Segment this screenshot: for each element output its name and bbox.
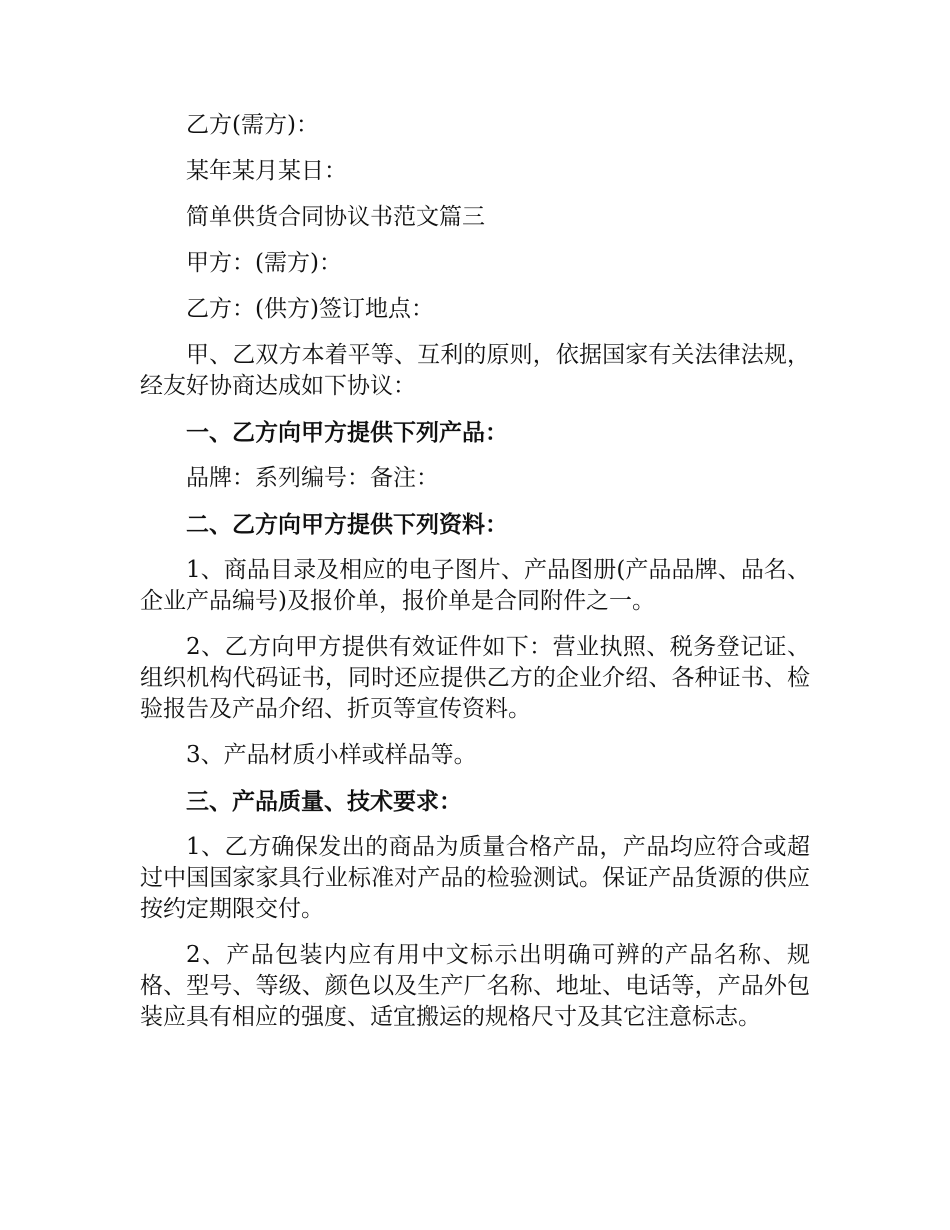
date-line: 某年某月某日： bbox=[186, 158, 347, 184]
product-fields-line: 品牌：系列编号：备注： bbox=[186, 465, 439, 491]
preamble-paragraph: 甲、乙双方本着平等、互利的原则，依据国家有关法律法规，经友好协商达成如下协议： bbox=[140, 342, 810, 399]
section-heading-quality: 三、产品质量、技术要求： bbox=[186, 788, 462, 815]
party-b-line: 乙方(需方)： bbox=[186, 112, 319, 138]
contract-title: 简单供货合同协议书范文篇三 bbox=[186, 204, 485, 230]
materials-item-3: 3、产品材质小样或样品等。 bbox=[186, 742, 477, 768]
party-a-line: 甲方：(需方)： bbox=[186, 250, 342, 276]
document-body bbox=[140, 110, 810, 1048]
materials-item-1: 1、商品目录及相应的电子图片、产品图册(产品品牌、品名、企业产品编号)及报价单，报价单是合同附件之一。 bbox=[140, 557, 810, 614]
section-heading-products: 一、乙方向甲方提供下列产品： bbox=[186, 419, 508, 446]
materials-item-2: 2、乙方向甲方提供有效证件如下：营业执照、税务登记证、组织机构代码证书，同时还应提供乙方的企业介绍、各种证书、检验报告及产品介绍、折页等宣传资料。 bbox=[140, 634, 810, 722]
section-heading-materials: 二、乙方向甲方提供下列资料： bbox=[186, 511, 508, 538]
quality-item-2: 2、产品包装内应有用中文标示出明确可辨的产品名称、规格、型号、等级、颜色以及生产厂名称、地址、电话等，产品外包装应具有相应的强度、适宜搬运的规格尺寸及其它注意标志。 bbox=[140, 942, 810, 1030]
party-b-location-line: 乙方：(供方)签订地点： bbox=[186, 296, 434, 322]
quality-item-1: 1、乙方确保发出的商品为质量合格产品，产品均应符合或超过中国国家家具行业标准对产品的检验测试。保证产品货源的供应按约定期限交付。 bbox=[140, 834, 810, 922]
